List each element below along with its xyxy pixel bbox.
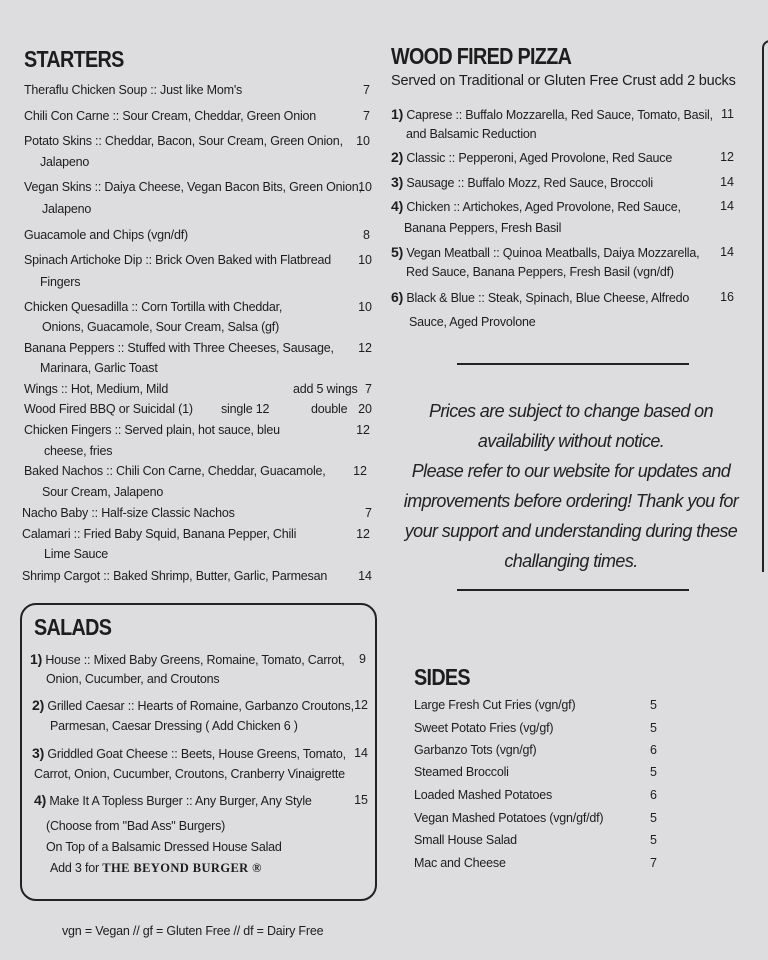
menu-item-name: Vegan Skins :: Daiya Cheese, Vegan Bacon Bits, Green Onion, bbox=[24, 180, 362, 194]
menu-item-price: 14 bbox=[720, 175, 734, 189]
divider bbox=[457, 363, 689, 365]
menu-item-price: 7 bbox=[363, 109, 370, 123]
menu-item-price: 7 bbox=[650, 856, 657, 870]
menu-item-name: House :: Mixed Baby Greens, Romaine, Tomato, Carrot, bbox=[45, 653, 345, 667]
menu-item-desc: Marinara, Garlic Toast bbox=[40, 361, 158, 375]
menu-item-name: Theraflu Chicken Soup :: Just like Mom's bbox=[24, 83, 243, 97]
menu-item-name: Steamed Broccoli bbox=[414, 765, 509, 779]
menu-item-name: Calamari :: Fried Baby Squid, Banana Pepper, Chili bbox=[22, 527, 297, 541]
item-number: 4) bbox=[391, 198, 404, 214]
menu-item-name: Vegan Meatball :: Quinoa Meatballs, Daiya Mozzarella, bbox=[406, 246, 700, 260]
item-number: 2) bbox=[391, 149, 404, 165]
page-edge-frame bbox=[762, 40, 768, 572]
menu-item bbox=[391, 148, 672, 167]
menu-item-name: Spinach Artichoke Dip :: Brick Oven Baked with Flatbread bbox=[24, 253, 332, 267]
menu-item-price: 14 bbox=[354, 746, 368, 760]
menu-item bbox=[391, 173, 653, 192]
menu-item-desc: Banana Peppers, Fresh Basil bbox=[404, 221, 562, 235]
menu-item-price: 10 bbox=[358, 180, 372, 194]
beyond-burger-brand: THE BEYOND BURGER ® bbox=[102, 861, 262, 875]
menu-item-price: 5 bbox=[650, 765, 657, 779]
menu-item-price: 12 bbox=[358, 341, 372, 355]
dietary-legend: vgn = Vegan // gf = Gluten Free // df = Dairy Free bbox=[62, 924, 324, 938]
menu-item-price: 6 bbox=[650, 788, 657, 802]
menu-item-name: Loaded Mashed Potatoes bbox=[414, 788, 553, 802]
menu-item-price: 6 bbox=[650, 743, 657, 757]
menu-item-name: Guacamole and Chips (vgn/df) bbox=[24, 228, 188, 242]
menu-item-price: 14 bbox=[358, 569, 372, 583]
menu-item-desc: (Choose from "Bad Ass" Burgers) bbox=[46, 819, 226, 833]
menu-item-desc: Onion, Cucumber, and Croutons bbox=[46, 672, 220, 686]
price-notice bbox=[395, 396, 747, 576]
pizza-heading: WOOD FIRED PIZZA bbox=[391, 43, 572, 69]
item-number: 1) bbox=[30, 651, 43, 667]
pizza-subtitle: Served on Traditional or Gluten Free Crust add 2 bucks bbox=[391, 73, 736, 89]
menu-item-price: 14 bbox=[720, 245, 734, 259]
menu-item-name: Shrimp Cargot :: Baked Shrimp, Butter, Garlic, Parmesan bbox=[22, 569, 328, 583]
menu-item-price: 20 bbox=[358, 402, 372, 416]
menu-item-desc bbox=[50, 859, 262, 877]
menu-item-price: 10 bbox=[358, 300, 372, 314]
item-number: 2) bbox=[32, 697, 45, 713]
menu-item-name: Baked Nachos :: Chili Con Carne, Cheddar, Guacamole, bbox=[24, 464, 326, 478]
menu-item-name: Make It A Topless Burger :: Any Burger, Any Style bbox=[49, 794, 312, 808]
menu-item bbox=[30, 650, 345, 669]
divider bbox=[457, 589, 689, 591]
menu-item-name: Garbanzo Tots (vgn/gf) bbox=[414, 743, 537, 757]
menu-item-name: Chili Con Carne :: Sour Cream, Cheddar, Green Onion bbox=[24, 109, 317, 123]
item-number: 1) bbox=[391, 106, 404, 122]
menu-item-price: 10 bbox=[358, 253, 372, 267]
notice-line: Prices are subject to change based on bbox=[429, 401, 713, 421]
menu-item-name: Chicken Fingers :: Served plain, hot sauce, bleu bbox=[24, 423, 280, 437]
menu-item bbox=[391, 243, 699, 262]
salads-heading: SALADS bbox=[34, 614, 112, 640]
menu-item-price: 8 bbox=[363, 228, 370, 242]
menu-item-desc: Jalapeno bbox=[40, 155, 90, 169]
item-number: 4) bbox=[34, 792, 47, 808]
menu-item-desc: Fingers bbox=[40, 275, 81, 289]
menu-item-desc: and Balsamic Reduction bbox=[406, 127, 537, 141]
menu-item-price: 15 bbox=[354, 793, 368, 807]
menu-item-name: Wings :: Hot, Medium, Mild bbox=[24, 382, 169, 396]
menu-item-name: Large Fresh Cut Fries (vgn/gf) bbox=[414, 698, 576, 712]
menu-item bbox=[32, 696, 354, 715]
menu-item-price: 12 bbox=[354, 698, 368, 712]
menu-item-desc: Jalapeno bbox=[42, 202, 92, 216]
notice-line: improvements before ordering! Thank you for bbox=[403, 491, 739, 511]
menu-item-desc: Parmesan, Caesar Dressing ( Add Chicken 6 ) bbox=[50, 719, 298, 733]
item-number: 3) bbox=[391, 174, 404, 190]
menu-item-name: Vegan Mashed Potatoes (vgn/gf/df) bbox=[414, 811, 604, 825]
sides-heading: SIDES bbox=[414, 664, 470, 690]
notice-line: Please refer to our website for updates and bbox=[411, 461, 731, 481]
menu-item-name: Small House Salad bbox=[414, 833, 517, 847]
menu-item-name: Black & Blue :: Steak, Spinach, Blue Cheese, Alfredo bbox=[406, 291, 690, 305]
item-number: 6) bbox=[391, 289, 404, 305]
menu-item-price: 5 bbox=[650, 721, 657, 735]
menu-item-desc: Sour Cream, Jalapeno bbox=[42, 485, 164, 499]
menu-item-price: 14 bbox=[720, 199, 734, 213]
menu-item-price: 5 bbox=[650, 833, 657, 847]
menu-item-price: 11 bbox=[721, 107, 734, 121]
notice-line: challanging times. bbox=[504, 551, 638, 571]
menu-item-name: Banana Peppers :: Stuffed with Three Cheeses, Sausage, bbox=[24, 341, 334, 355]
menu-item-name: Grilled Caesar :: Hearts of Romaine, Garbanzo Croutons, bbox=[47, 699, 354, 713]
menu-item-price: 7 bbox=[365, 506, 372, 520]
item-number: 5) bbox=[391, 244, 404, 260]
menu-item-price: 5 bbox=[650, 811, 657, 825]
menu-item-name: Nacho Baby :: Half-size Classic Nachos bbox=[22, 506, 235, 520]
menu-item-desc: On Top of a Balsamic Dressed House Salad bbox=[46, 840, 282, 854]
menu-item-price: 12 bbox=[356, 423, 370, 437]
menu-item-price: 7 bbox=[365, 382, 372, 396]
menu-item-name: Wood Fired BBQ or Suicidal (1) bbox=[24, 402, 193, 416]
starters-heading: STARTERS bbox=[24, 46, 124, 72]
menu-item-name: Classic :: Pepperoni, Aged Provolone, Red Sauce bbox=[406, 151, 673, 165]
menu-item-double: double bbox=[311, 402, 348, 416]
notice-line: your support and understanding during these bbox=[404, 521, 738, 541]
menu-item-name: Chicken :: Artichokes, Aged Provolone, Red Sauce, bbox=[406, 200, 681, 214]
menu-item-desc: Sauce, Aged Provolone bbox=[409, 315, 536, 329]
menu-item-single: single 12 bbox=[221, 402, 270, 416]
menu-item-price: 5 bbox=[650, 698, 657, 712]
item-number: 3) bbox=[32, 745, 45, 761]
menu-item-desc: Carrot, Onion, Cucumber, Croutons, Cranberry Vinaigrette bbox=[34, 767, 345, 781]
menu-item bbox=[391, 197, 681, 216]
menu-item-name: Caprese :: Buffalo Mozzarella, Red Sauce, Tomato, Basil, bbox=[406, 108, 713, 122]
menu-item-desc: cheese, fries bbox=[44, 444, 113, 458]
menu-item-price: 7 bbox=[363, 83, 370, 97]
menu-item-name: Mac and Cheese bbox=[414, 856, 506, 870]
menu-item-price: 12 bbox=[720, 150, 734, 164]
menu-item-desc: Onions, Guacamole, Sour Cream, Salsa (gf) bbox=[42, 320, 280, 334]
menu-item-extra: add 5 wings bbox=[293, 382, 358, 396]
menu-item bbox=[391, 105, 713, 124]
menu-item-name: Griddled Goat Cheese :: Beets, House Greens, Tomato, bbox=[47, 747, 346, 761]
menu-item-desc: Lime Sauce bbox=[44, 547, 109, 561]
notice-line: availability without notice. bbox=[477, 431, 665, 451]
menu-item-name: Sausage :: Buffalo Mozz, Red Sauce, Broccoli bbox=[406, 176, 654, 190]
menu-item bbox=[32, 744, 346, 763]
menu-item-name: Potato Skins :: Cheddar, Bacon, Sour Cream, Green Onion, bbox=[24, 134, 343, 148]
menu-item-desc: Red Sauce, Banana Peppers, Fresh Basil (vgn/df) bbox=[406, 265, 674, 279]
menu-item-price: 9 bbox=[359, 652, 366, 666]
add-on-text: Add 3 for bbox=[50, 861, 103, 875]
menu-item-name: Chicken Quesadilla :: Corn Tortilla with Cheddar, bbox=[24, 300, 283, 314]
menu-item-price: 10 bbox=[356, 134, 370, 148]
menu-item bbox=[34, 791, 312, 810]
menu-item-name: Sweet Potato Fries (vg/gf) bbox=[414, 721, 554, 735]
menu-item bbox=[391, 288, 689, 307]
menu-item-price: 12 bbox=[353, 464, 367, 478]
menu-item-price: 16 bbox=[720, 290, 734, 304]
menu-item-price: 12 bbox=[356, 527, 370, 541]
